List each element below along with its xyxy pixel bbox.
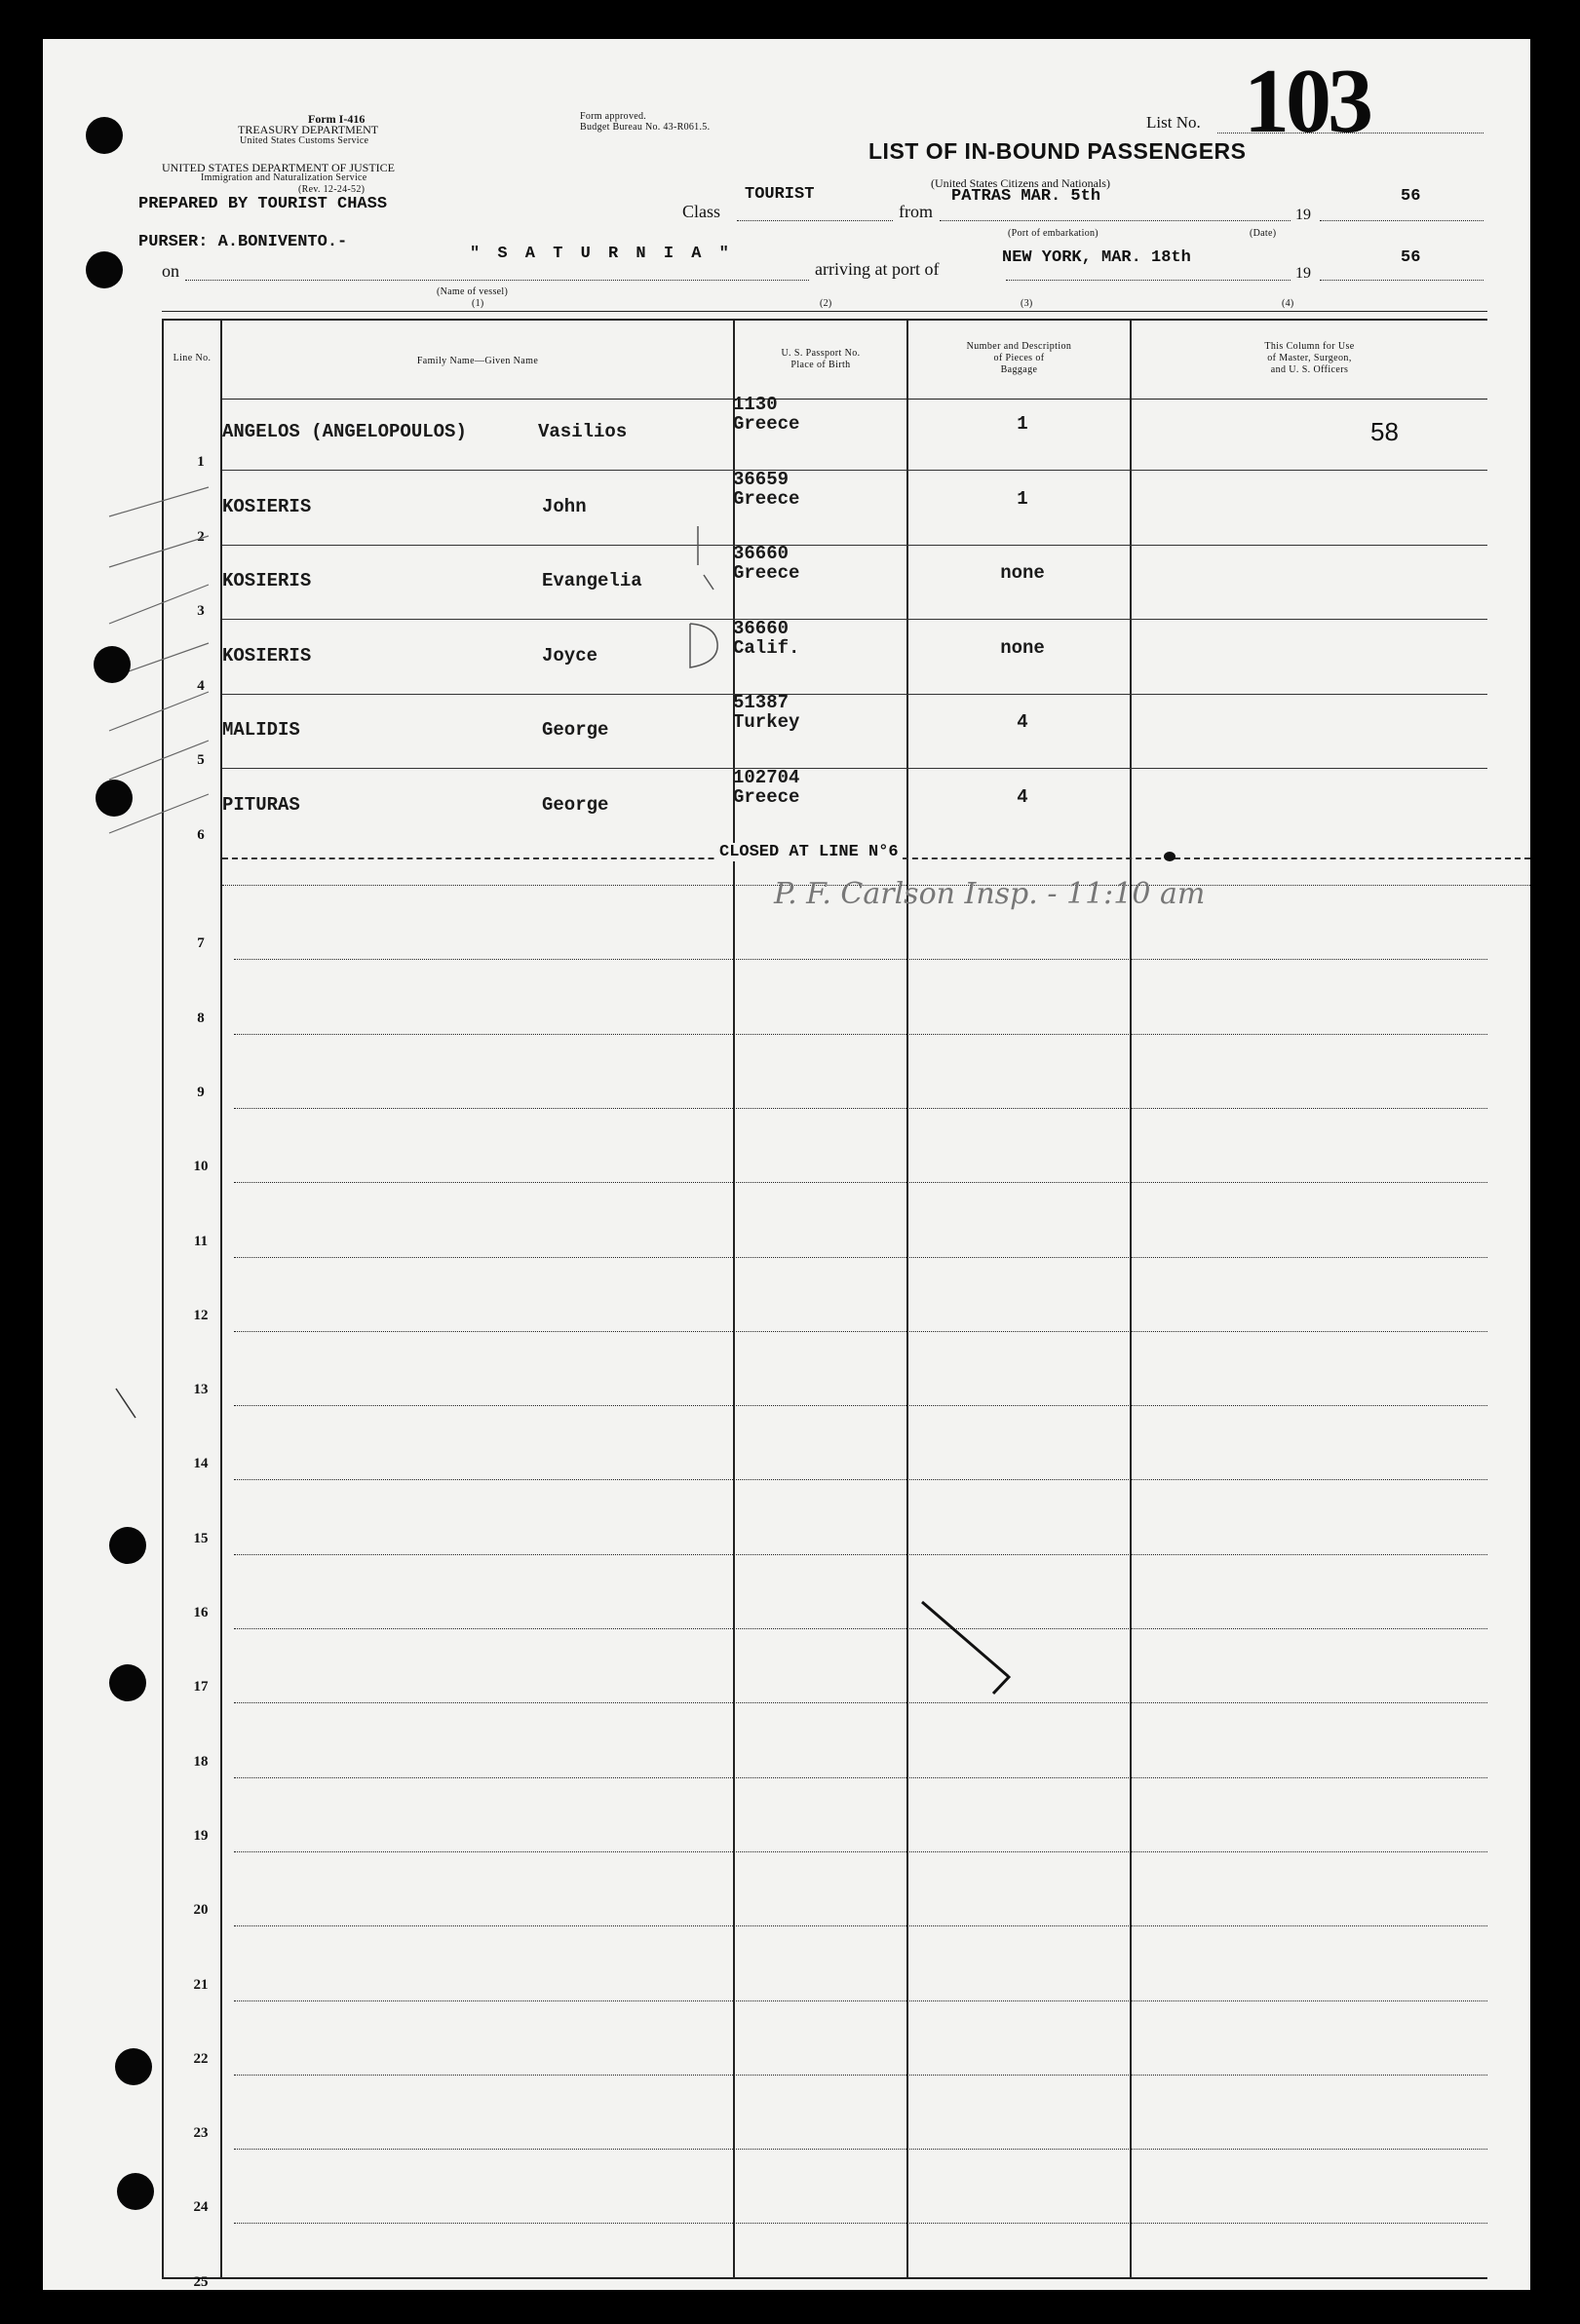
row-family-name: KOSIERIS xyxy=(222,645,312,667)
empty-line-number: 21 xyxy=(193,1977,209,1993)
row-given-name: Evangelia xyxy=(542,570,642,591)
row-place-of-birth: Greece xyxy=(733,488,800,510)
empty-row-rule xyxy=(234,1925,1487,1926)
col-header-baggage xyxy=(908,341,1130,376)
baggage-header-line2: of Pieces of xyxy=(993,353,1045,363)
row-baggage: 4 xyxy=(1017,786,1028,808)
binder-hole xyxy=(109,1664,146,1701)
row-family-name: PITURAS xyxy=(222,794,300,816)
row-baggage: 1 xyxy=(1017,488,1028,510)
empty-line-number: 10 xyxy=(193,1159,209,1174)
row-family-name: KOSIERIS xyxy=(222,570,312,591)
empty-line-number: 25 xyxy=(193,2274,209,2290)
empty-row-rule xyxy=(234,959,1487,960)
row-line-number: 1 xyxy=(197,454,205,470)
empty-line-number: 11 xyxy=(193,1234,209,1249)
baggage-header-line1: Number and Description xyxy=(966,341,1072,352)
col-header-passport xyxy=(735,348,906,371)
empty-row-rule xyxy=(234,1257,1487,1258)
empty-line-number: 8 xyxy=(197,1010,205,1026)
prepared-by: PREPARED BY TOURIST CHASS xyxy=(138,195,388,213)
col-num-2: (2) xyxy=(820,298,832,309)
year-label-1: 19 xyxy=(1295,207,1311,223)
empty-line-number: 17 xyxy=(193,1679,209,1695)
row-line-number: 2 xyxy=(197,529,205,545)
row-family-name: KOSIERIS xyxy=(222,496,312,517)
officers-header-line3: and U. S. Officers xyxy=(1270,364,1349,375)
on-label: on xyxy=(162,261,179,281)
row-place-of-birth: Greece xyxy=(733,786,800,808)
vessel-label: (Name of vessel) xyxy=(437,286,509,297)
empty-line-number: 18 xyxy=(193,1754,209,1770)
row-baggage: none xyxy=(1000,637,1045,659)
inspector-signature: P. F. Carlson Insp. - 11:10 am xyxy=(774,877,1206,911)
empty-row-rule xyxy=(234,2000,1487,2001)
empty-row-rule xyxy=(234,1851,1487,1852)
pen-mark xyxy=(920,1598,1066,1734)
vessel-name: " S A T U R N I A " xyxy=(470,245,733,263)
row-passport-no: 36660 xyxy=(733,618,790,639)
row-baggage: 1 xyxy=(1017,413,1028,435)
budget-bureau: Budget Bureau No. 43-R061.5. xyxy=(580,122,711,133)
empty-line-number: 13 xyxy=(193,1382,209,1397)
page-title: LIST OF IN-BOUND PASSENGERS xyxy=(868,138,1247,164)
col-num-3: (3) xyxy=(1021,298,1033,309)
empty-line-number: 20 xyxy=(193,1902,209,1918)
row-place-of-birth: Greece xyxy=(733,562,800,584)
list-no-label: List No. xyxy=(1146,113,1201,132)
empty-row-rule xyxy=(234,1331,1487,1332)
empty-line-number: 15 xyxy=(193,1531,209,1546)
ins-service: Immigration and Naturalization Service xyxy=(201,172,367,183)
ink-dot xyxy=(1164,852,1175,861)
empty-line-number: 22 xyxy=(193,2051,209,2067)
binder-hole xyxy=(86,251,123,288)
row-place-of-birth: Turkey xyxy=(733,711,800,733)
empty-row-rule xyxy=(234,1479,1487,1480)
year-value-2: 56 xyxy=(1401,248,1421,267)
purser: PURSER: A.BONIVENTO.- xyxy=(138,233,348,251)
class-value: TOURIST xyxy=(745,185,815,204)
port-embarkation-label: (Port of embarkation) xyxy=(1008,228,1098,239)
empty-line-number: 23 xyxy=(193,2125,209,2141)
empty-row-rule xyxy=(234,1702,1487,1703)
row-passport-no: 1130 xyxy=(733,394,778,415)
baggage-header-line3: Baggage xyxy=(1000,364,1038,375)
row-passport-no: 36660 xyxy=(733,543,790,564)
arriving-label: arriving at port of xyxy=(815,259,940,279)
empty-row-rule xyxy=(234,1182,1487,1183)
binder-hole xyxy=(117,2173,154,2210)
row-given-name: Joyce xyxy=(542,645,598,667)
col-header-line-no: Line No. xyxy=(173,353,212,363)
col-header-officers xyxy=(1132,341,1487,376)
list-number-stamp: 103 xyxy=(1244,51,1369,152)
row-rule xyxy=(222,619,1487,620)
row-given-name: John xyxy=(542,496,587,517)
form-approved: Form approved. xyxy=(580,111,647,122)
row-line-number: 4 xyxy=(197,678,205,694)
row-rule xyxy=(222,768,1487,769)
justice-dept: UNITED STATES DEPARTMENT OF JUSTICE xyxy=(162,161,396,174)
treasury-dept: TREASURY DEPARTMENT xyxy=(238,123,379,136)
empty-row-rule xyxy=(234,2223,1487,2224)
row-given-name: George xyxy=(542,794,609,816)
margin-ticks xyxy=(101,448,218,916)
row-passport-no: 36659 xyxy=(733,469,790,490)
empty-line-number: 9 xyxy=(197,1085,205,1100)
revision: (Rev. 12-24-52) xyxy=(298,184,366,195)
year-value-1: 56 xyxy=(1401,187,1421,206)
row-given-name: Vasilios xyxy=(538,421,628,442)
col-num-1: (1) xyxy=(472,298,484,309)
empty-line-number: 24 xyxy=(193,2199,209,2215)
from-value: PATRAS MAR. 5th xyxy=(951,187,1101,206)
customs-service: United States Customs Service xyxy=(240,135,369,146)
form-number: Form I-416 xyxy=(308,112,366,126)
row-passport-no: 102704 xyxy=(733,767,800,788)
row-rule xyxy=(222,545,1487,546)
row-line-number: 6 xyxy=(197,827,205,843)
empty-row-rule xyxy=(234,1034,1487,1035)
row-place-of-birth: Greece xyxy=(733,413,800,435)
date-label: (Date) xyxy=(1250,228,1277,239)
row-baggage: none xyxy=(1000,562,1045,584)
class-label: Class xyxy=(682,202,721,221)
empty-line-number: 19 xyxy=(193,1828,209,1844)
pen-stroke xyxy=(87,1384,145,1423)
row-place-of-birth: Calif. xyxy=(733,637,800,659)
row-baggage: 4 xyxy=(1017,711,1028,733)
form-sheet xyxy=(43,39,1530,2290)
table-bottom-rule xyxy=(162,2277,1487,2279)
empty-line-number: 12 xyxy=(193,1308,209,1323)
binder-hole xyxy=(115,2048,152,2085)
closed-at-line: CLOSED AT LINE N°6 xyxy=(715,843,903,861)
row-line-number: 3 xyxy=(197,603,205,619)
row-passport-no: 51387 xyxy=(733,692,790,713)
binder-hole xyxy=(109,1527,146,1564)
officers-header-line2: of Master, Surgeon, xyxy=(1267,353,1352,363)
passport-header-line1: U. S. Passport No. xyxy=(781,348,861,359)
row-line-number: 5 xyxy=(197,752,205,768)
empty-row-rule xyxy=(234,2075,1487,2076)
binder-hole xyxy=(94,646,131,683)
empty-row-rule xyxy=(234,1628,1487,1629)
empty-row-rule xyxy=(234,1554,1487,1555)
empty-row-rule xyxy=(234,2149,1487,2150)
empty-line-number: 7 xyxy=(197,935,205,951)
row-given-name: George xyxy=(542,719,609,741)
row-family-name: MALIDIS xyxy=(222,719,300,741)
empty-line-number: 14 xyxy=(193,1456,209,1471)
row-rule xyxy=(222,694,1487,695)
handwritten-marks xyxy=(680,516,729,682)
empty-row-rule xyxy=(234,1108,1487,1109)
binder-hole xyxy=(96,780,133,817)
passport-header-line2: Place of Birth xyxy=(790,360,851,370)
from-label: from xyxy=(899,202,933,221)
officers-header-line1: This Column for Use xyxy=(1264,341,1355,352)
col-num-4: (4) xyxy=(1282,298,1294,309)
row-family-name: ANGELOS (ANGELOPOULOS) xyxy=(222,421,467,442)
table-top-rule xyxy=(162,319,1487,321)
row-rule xyxy=(222,470,1487,471)
col-header-name: Family Name—Given Name xyxy=(416,356,539,366)
year-label-2: 19 xyxy=(1295,265,1311,282)
empty-row-rule xyxy=(234,1777,1487,1778)
empty-row-rule xyxy=(234,1405,1487,1406)
row-officer-note: 58 xyxy=(1370,417,1399,446)
page-subtitle: (United States Citizens and Nationals) xyxy=(931,176,1110,190)
empty-line-number: 16 xyxy=(193,1605,209,1620)
binder-hole xyxy=(86,117,123,154)
arriving-value: NEW YORK, MAR. 18th xyxy=(1002,248,1191,267)
